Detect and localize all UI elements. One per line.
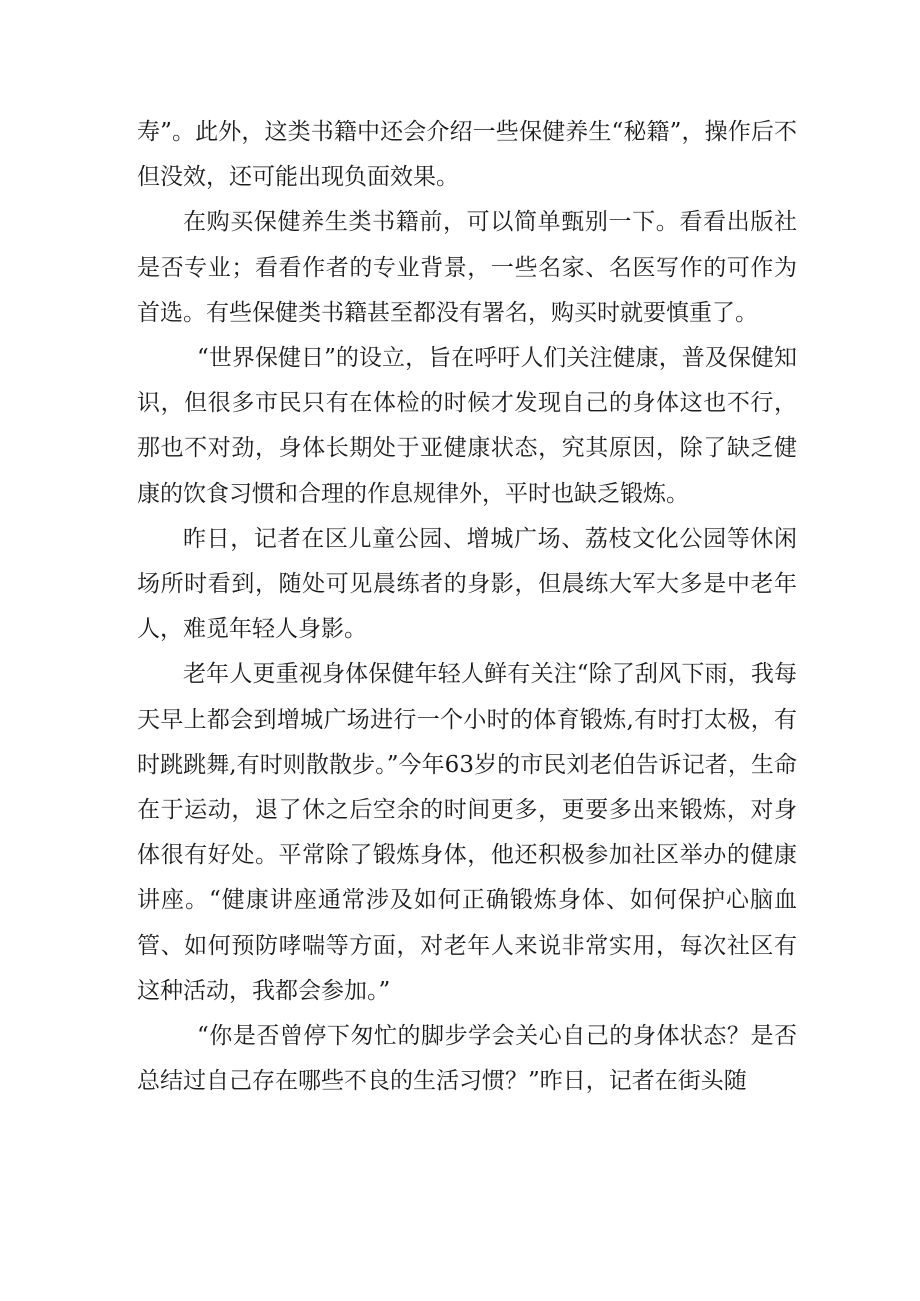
paragraph-5: 老年人更重视身体保健年轻人鲜有关注“除了刮风下雨，我每天早上都会到增城广场进行一个小时的体育锻炼,有时打太极，有时跳跳舞,有时则散散步。”今年63岁的市民刘老伯告诉记者，生命在于运动，退了休之后空余的时间更多，更要多出来锻炼，对身体很有好处。平常除了锻炼身体，他还积极参加社区举办的健康讲座。“健康讲座通常涉及如何正确锻炼身体、如何保护心脑血管、如何预防哮喘等方面，对老年人来说非常实用，每次社区有这种活动，我都会参加。” bbox=[137, 661, 797, 1004]
paragraph-4: 昨日，记者在区儿童公园、增城广场、荔枝文化公园等休闲场所时看到，随处可见晨练者的身影，但晨练大军大多是中老年人，难觅年轻人身影。 bbox=[137, 525, 797, 643]
paragraph-3: “世界保健日”的设立，旨在呼吁人们关注健康，普及保健知识，但很多市民只有在体检的时候才发现自己的身体这也不行，那也不对劲，身体长期处于亚健康状态，究其原因，除了缺乏健康的饮食习惯和合理的作息规律外，平时也缺乏锻炼。 bbox=[137, 345, 797, 507]
article-body bbox=[137, 110, 797, 1104]
paragraph-6: “你是否曾停下匆忙的脚步学会关心自己的身体状态？是否总结过自己存在哪些不良的生活习惯？”昨日，记者在街头随 bbox=[137, 1023, 797, 1095]
paragraph-2: 在购买保健养生类书籍前，可以简单甄别一下。看看出版社是否专业；看看作者的专业背景，一些名家、名医写作的可作为首选。有些保健类书籍甚至都没有署名，购买时就要慎重了。 bbox=[137, 209, 797, 326]
paragraph-1: 寿”。此外，这类书籍中还会介绍一些保健养生“秘籍”，操作后不但没效，还可能出现负面效果。 bbox=[137, 119, 797, 191]
